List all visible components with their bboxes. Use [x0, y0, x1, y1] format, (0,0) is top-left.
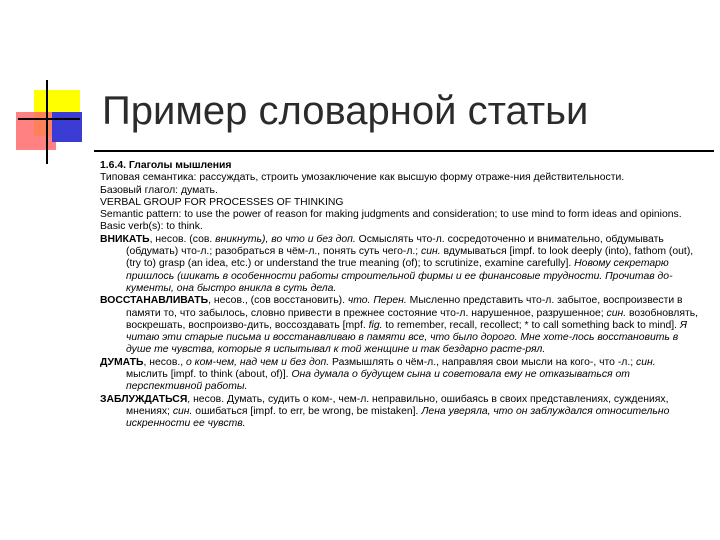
entry-headword: ВОССТАНАВЛИВАТЬ: [100, 295, 209, 307]
entry-vosstanavlivat: [100, 295, 700, 356]
entry-synonyms: возобновлять, воскрешать, воспроизво-дить, воссоздавать [mpf.: [126, 307, 699, 331]
entry-example: Она думала о будущем сына и советовала ему не отказываться от перспективной работы.: [126, 369, 630, 393]
basic-verb-line: Basic verb(s): to think.: [100, 221, 203, 233]
entry-synonyms: мыслить [impf. to think (about, of)].: [126, 369, 292, 381]
section-heading: 1.6.4. Глаголы мышления: [100, 160, 232, 171]
entry-synonyms-2: to remember, recall, recollect; * to call something back to mind].: [382, 319, 680, 331]
entry-definition: Размышлять о чём-л., направляя свои мысли на кого-, что -л.;: [329, 356, 637, 368]
title-rule: [94, 150, 714, 152]
entry-alt: о ком-чем, над чем и без доп.: [186, 356, 330, 368]
blue-square: [52, 112, 82, 142]
entry-grammar: , несов., (сов восстановить).: [208, 295, 348, 307]
entry-example: Я читаю эти старые письма и восстанавливаю в памяти все, что было дорого. Мне хоте-лось восстановить в душе те чувства, которые я испытывал к той женщине и так бездарно расте-рял.: [126, 319, 688, 356]
entry-grammar: , несов. Думать, судить о ком-, чем-л. неправильно, ошибаясь в своих представлениях, суждениях, мнениях;: [126, 393, 669, 417]
entry-syn-label: син.: [606, 307, 627, 319]
entry-grammar: , несов. (сов.: [149, 233, 216, 245]
horizontal-line: [18, 118, 80, 120]
entry-syn-label: син.: [636, 356, 656, 368]
entry-definition: Мысленно представить что-л. забытое, воспроизвести в памяти то, что забылось, словно привести в прежнее состояние что-л. нарушенное, разрушенное;: [126, 295, 683, 319]
entry-synonyms: вдумываться [impf. to look deeply (into), fathom (out), (try to) grasp (an idea, etc.) or understand the true meaning (of); to scrutinize, examine carefully].: [126, 246, 694, 270]
entry-headword: ЗАБЛУЖДАТЬСЯ: [100, 393, 188, 405]
entry-dumat: [100, 357, 700, 394]
dictionary-entry-text: [100, 160, 700, 431]
entry-alt: вникнуть), во что и без доп.: [215, 233, 356, 245]
base-verb-line: Базовый глагол: думать.: [100, 184, 218, 196]
entry-syn-label: син.: [172, 405, 193, 417]
entry-example: Лена уверяла, что он заблуждался относительно искренности ее чувств.: [126, 405, 670, 430]
vertical-line: [46, 80, 48, 164]
semantic-pattern-line: Semantic pattern: to use the power of reason for making judgments and consideration; to use mind to form ideas and opinions.: [100, 209, 682, 221]
entry-grammar: , несов.,: [143, 356, 187, 368]
entry-synonyms: ошибаться [impf. to err, be wrong, be mistaken].: [192, 405, 422, 417]
slide-title: Пример словарной статьи: [102, 89, 589, 133]
entry-syn-label: син.: [421, 246, 441, 258]
semantics-line: Типовая семантика: рассуждать, строить умозаключение как высшую форму отраже-ния действительности.: [100, 172, 625, 184]
entry-example: Новому секретарю пришлось (шикать в особенности работы строительной фирмы и ее финансовые трудности. Прочитав до-кументы, она быстро вникла в суть дела.: [126, 258, 673, 294]
decorative-logo: [0, 0, 100, 170]
entry-alt: что. Перен.: [347, 295, 407, 307]
verbal-group-line: VERBAL GROUP FOR PROCESSES OF THINKING: [100, 196, 344, 208]
entry-definition: Осмыслять что-л. сосредоточенно и внимательно, обдумывать (обдумать) что-л.; разобраться в чём-л., понять суть чего-л.;: [126, 233, 664, 258]
entry-headword: ВНИКАТЬ: [100, 233, 150, 245]
entry-fig-label: fig.: [368, 319, 383, 331]
entry-zabluzhdatsya: [100, 394, 700, 431]
entry-vnikat: [100, 234, 700, 295]
entry-headword: ДУМАТЬ: [100, 356, 144, 368]
